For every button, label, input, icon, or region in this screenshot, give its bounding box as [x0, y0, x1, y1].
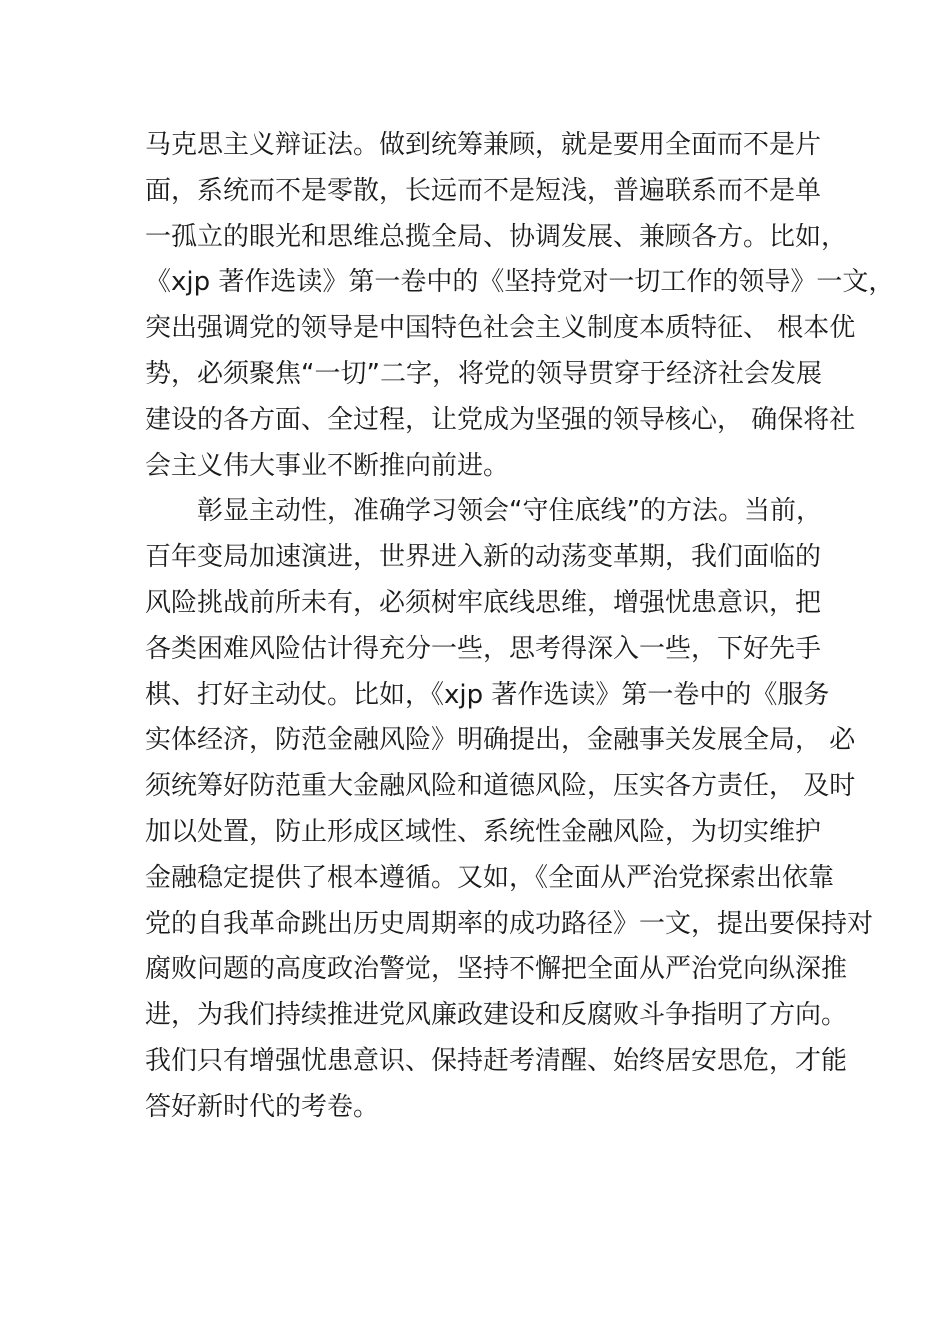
body-text	[145, 123, 895, 1131]
text-line: 突出强调党的领导是中国特色社会主义制度本质特征、 根本优	[145, 313, 856, 344]
text-line: 一孤立的眼光和思维总揽全局、协调发展、兼顾各方。比如，	[145, 221, 848, 252]
text-line: 腐败问题的高度政治警觉，坚持不懈把全面从严治党向纵深推	[145, 954, 848, 985]
text-line: 《xjp 著作选读》第一卷中的《坚持党对一切工作的领导》一文，	[145, 267, 895, 298]
text-line: 马克思主义辩证法。做到统筹兼顾，就是要用全面而不是片	[145, 130, 822, 160]
text-line: 实体经济，防范金融风险》明确提出，金融事关发展全局， 必	[145, 725, 856, 756]
text-line: 势，必须聚焦“一切”二字，将党的领导贯穿于经济社会发展	[145, 358, 822, 389]
text-line: 风险挑战前所未有，必须树牢底线思维，增强忧患意识，把	[145, 587, 822, 618]
text-line: 会主义伟大事业不断推向前进。	[145, 450, 510, 481]
text-line: 进，为我们持续推进党风廉政建设和反腐败斗争指明了方向。	[145, 1000, 848, 1031]
text-line: 加以处置，防止形成区域性、系统性金融风险，为切实维护	[145, 816, 822, 847]
text-line: 金融稳定提供了根本遵循。又如，《全面从严治党探索出依靠	[145, 862, 835, 893]
text-line: 百年变局加速演进，世界进入新的动荡变革期，我们面临的	[145, 542, 822, 573]
text-line: 棋、打好主动仗。比如，《xjp 著作选读》第一卷中的《服务	[145, 679, 830, 710]
text-line: 答好新时代的考卷。	[145, 1091, 380, 1122]
text-line: 面，系统而不是零散，长远而不是短浅，普遍联系而不是单	[145, 175, 822, 206]
text-line: 建设的各方面、全过程，让党成为坚强的领导核心， 确保将社	[145, 404, 856, 435]
paragraph-first-line: 彰显主动性，准确学习领会“守住底线”的方法。当前，	[197, 496, 822, 527]
text-line: 须统筹好防范重大金融风险和道德风险，压实各方责任， 及时	[145, 771, 856, 802]
text-line: 各类困难风险估计得充分一些，思考得深入一些，下好先手	[145, 633, 822, 664]
text-line: 党的自我革命跳出历史周期率的成功路径》一文，提出要保持对	[145, 908, 874, 939]
text-line: 我们只有增强忧患意识、保持赶考清醒、始终居安思危，才能	[145, 1045, 848, 1076]
